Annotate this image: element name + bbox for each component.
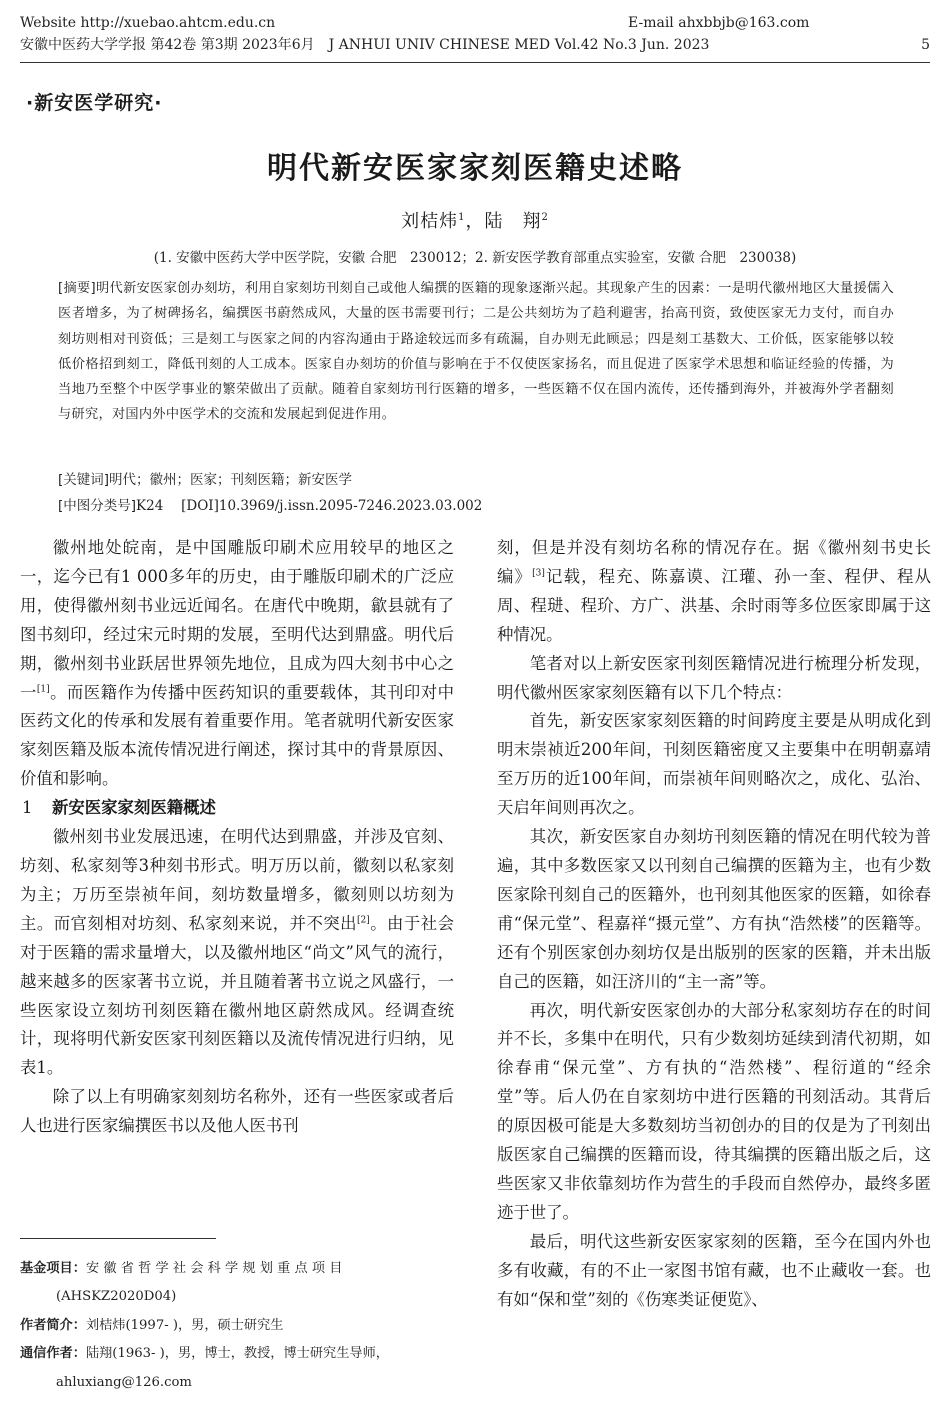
section-number: 1 xyxy=(22,798,33,818)
fund-text: 安 徽 省 哲 学 社 会 科 学 规 划 重 点 项 目 xyxy=(85,1261,343,1276)
author-bio-label: 作者简介： xyxy=(20,1317,86,1333)
body-paragraph: 除了以上有明确家刻刻坊名称外，还有一些医家或者后人也进行医家编撰医书以及他人医书刊 xyxy=(20,1087,454,1136)
keywords-label: [关键词] xyxy=(58,472,110,488)
clc-code: K24 xyxy=(136,498,164,514)
body-column-left xyxy=(20,534,454,1141)
author-note xyxy=(20,1312,454,1340)
body-paragraph: 刻，但是并没有刻坊名称的情况存在。据《徽州刻书史长编》[3]记载，程充、陈嘉谟、江瓘、孙一奎、程伊、程从周、程琎、程玠、方广、洪基、余时雨等多位医家即属于这种情况。 xyxy=(497,538,932,644)
author-separator: ， xyxy=(465,211,485,232)
footnote-rule xyxy=(20,1238,216,1239)
section-heading xyxy=(20,794,454,823)
affiliation-mark: 1 xyxy=(458,212,466,223)
corresponding-text: 陆翔(1963- )，男，博士，教授，博士研究生导师， xyxy=(85,1346,389,1362)
header-rule xyxy=(20,62,930,63)
author-name: 陆 翔 xyxy=(484,211,542,232)
journal-name-cn: 安徽中医药大学学报 第42卷 第3期 2023年6月 J ANHUI UNIV CHINESE MED Vol.42 No.3 Jun. 2023 xyxy=(20,37,710,53)
abstract xyxy=(58,276,894,428)
classification-line xyxy=(58,494,894,514)
citation-ref[interactable]: [3] xyxy=(532,568,545,579)
keywords xyxy=(58,468,894,488)
abstract-label: [摘要] xyxy=(58,281,96,296)
section-title: 新安医家家刻医籍概述 xyxy=(52,798,216,818)
clc-label: [中图分类号] xyxy=(58,498,137,514)
email-text: E-mail ahxbbjb@163.com xyxy=(628,15,810,31)
body-paragraph: 徽州地处皖南，是中国雕版印刷术应用较早的地区之一，迄今已有1 000多年的历史，由于雕版印刷术的广泛应用，使得徽州刻书业远近闻名。在唐代中晚期，歙县就有了图书刻印，经过宋元时期的发展，至明代达到鼎盛。明代后期，徽州刻书业跃居世界领先地位，且成为四大刻书中心之一[1]。而医籍作为传播中医药知识的重要载体，其刊印对中医药文化的传承和发展有着重要作用。笔者就明代新安医家家刻医籍及版本流传情况进行阐述，探讨其中的背景原因、价值和影响。 xyxy=(20,538,455,789)
author-line xyxy=(0,207,950,233)
body-paragraph: 再次，明代新安医家创办的大部分私家刻坊存在的时间并不长，多集中在明代，只有少数刻坊延续到清代初期，如徐春甫“保元堂”、方有执的“浩然楼”、程衍道的“经余堂”等。后人仍在自家刻坊中进行医籍的刊刻活动。其背后的原因极可能是大多数刻坊当初创办的目的仅是为了刊刻出版医家自己编撰的医籍而设，待其编撰的医籍出版之后，这些医家又非依靠刻坊作为营生的手段而自然停办，最终多匿迹于世了。 xyxy=(497,1000,931,1222)
citation-ref[interactable]: [2] xyxy=(357,915,370,926)
doi-link[interactable]: 10.3969/j.issn.2095-7246.2023.03.002 xyxy=(218,498,483,514)
body-paragraph: 其次，新安医家自办刻坊刊刻医籍的情况在明代较为普遍，其中多数医家又以刊刻自己编撰的医籍为主，也有少数医家除刊刻自己的医籍外，也刊刻其他医家的医籍，如徐春甫“保元堂”、程嘉祥“摄元堂”、方有执“浩然楼”的医籍等。还有个别医家创办刻坊仅是出版别的医家的医籍，并未出版自己的医籍，如汪济川的“主一斋”等。 xyxy=(497,827,931,991)
page-number: 5 xyxy=(921,37,930,53)
body-paragraph: 首先，新安医家家刻医籍的时间跨度主要是从明成化到明末崇祯近200年间，刊刻医籍密度又主要集中在明朝嘉靖至万历的近100年间，而崇祯年间则略次之，成化、弘治、天启年间则再次之。 xyxy=(497,711,931,818)
fund-note xyxy=(20,1255,454,1283)
corresponding-note xyxy=(20,1340,454,1368)
doi-label: [DOI] xyxy=(181,498,219,514)
abstract-text: 明代新安医家创办刻坊，利用自家刻坊刊刻自己或他人编撰的医籍的现象逐渐兴起。其现象产生的因素：一是明代徽州地区大量援儒入医者增多，为了树碑扬名，编撰医书蔚然成风，大量的医书需要刊行；二是公共刻坊为了趋利避害，抬高刊资，致使医家无力支付，而自办刻坊则相对刊资低；三是刻工与医家之间的内容沟通由于路途较远而多有疏漏，自办则无此顾忌；四是刻工基数大、工价低，医家能够以较低价格招到刻工，降低刊刻的人工成本。医家自办刻坊的价值与影响在于不仅使医家扬名，而且促进了医家学术思想和临证经验的传播，为当地乃至整个中医学事业的繁荣做出了贡献。随着自家刻坊刊行医籍的增多，一些医籍不仅在国内流传，还传播到海外，并被海外学者翻刻与研究，对国内外中医学术的交流和发展起到促进作用。 xyxy=(58,281,894,423)
affiliations: (1. 安徽中医药大学中医学院，安徽 合肥 230012；2. 新安医学教育部重点实验室，安徽 合肥 230038) xyxy=(153,250,797,266)
author-name: 刘桔炜 xyxy=(401,211,459,232)
fund-code: (AHSKZ2020D04) xyxy=(56,1289,177,1305)
body-paragraph: 最后，明代这些新安医家家刻的医籍，至今在国内外也多有收藏，有的不止一家图书馆有藏，也不止藏收一套。也有如“保和堂”刻的《伤寒类证便览》、 xyxy=(497,1231,931,1309)
corresponding-label: 通信作者： xyxy=(20,1346,86,1362)
corresponding-email[interactable]: ahluxiang@126.com xyxy=(56,1374,192,1390)
affiliation-mark: 2 xyxy=(541,212,549,223)
fund-label: 基金项目： xyxy=(20,1261,86,1276)
keywords-text: 明代；徽州；医家；刊刻医籍；新安医学 xyxy=(109,472,353,488)
body-column-right xyxy=(497,534,931,1314)
article-title: 明代新安医家家刻医籍史述略 xyxy=(267,151,683,186)
section-label: ·新安医学研究· xyxy=(26,92,163,114)
body-paragraph: 笔者对以上新安医家刊刻医籍情况进行梳理分析发现，明代徽州医家家刻医籍有以下几个特点： xyxy=(497,653,931,702)
website-text: Website http://xuebao.ahtcm.edu.cn xyxy=(20,15,276,31)
footnotes xyxy=(20,1255,454,1397)
body-paragraph: 徽州刻书业发展迅速，在明代达到鼎盛，并涉及官刻、坊刻、私家刻等3种刻书形式。明万历以前，徽刻以私家刻为主；万历至崇祯年间，刻坊数量增多，徽刻则以坊刻为主。而官刻相对坊刻、私家刻来说，并不突出[2]。由于社会对于医籍的需求量增大，以及徽州地区“尚文”风气的流行，越来越多的医家著书立说，并且随着著书立说之风盛行，一些医家设立刻坊刊刻医籍在徽州地区蔚然成风。经调查统计，现将明代新安医家刊刻医籍以及流传情况进行归纳，见表1。 xyxy=(20,827,454,1078)
journal-name-en: J ANHUI UNIV CHINESE MED Vol.42 No.3 Jun. 2023 xyxy=(328,37,710,53)
citation-ref[interactable]: [1] xyxy=(36,684,50,695)
author-bio-text: 刘桔炜(1997- )，男，硕士研究生 xyxy=(85,1317,284,1333)
